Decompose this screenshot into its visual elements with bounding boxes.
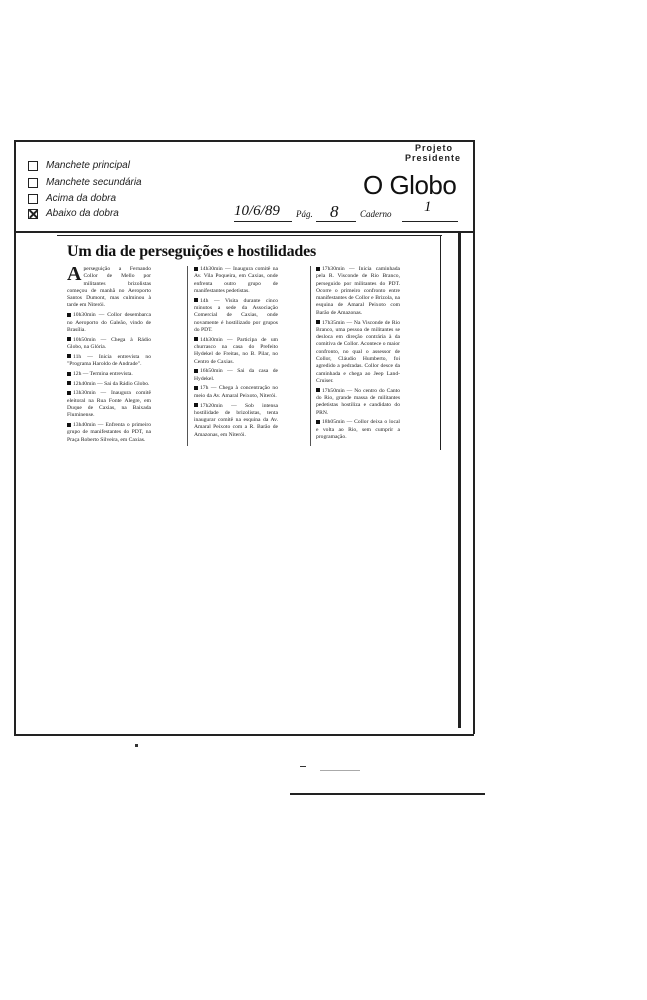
- bullet-icon: [67, 372, 71, 376]
- page-label: Pág.: [296, 209, 313, 219]
- article-paragraph: [194, 337, 278, 366]
- article-column-2: [194, 266, 278, 442]
- article-column-3: [316, 266, 400, 444]
- scan-speck: [320, 770, 360, 771]
- scan-speck: [300, 766, 306, 767]
- column-divider: [187, 266, 188, 446]
- caderno-underline: [402, 221, 458, 222]
- bullet-icon: [316, 267, 320, 271]
- newspaper-name: O Globo: [363, 170, 457, 200]
- bullet-icon: [194, 369, 198, 373]
- paragraph-text: perseguição a Fernando Collor de Mello por militantes brizolistas começou de manhã no Aeroporto Santos Dumont, mas culminou à tarde em Niterói.: [67, 266, 151, 309]
- bullet-icon: [316, 320, 320, 324]
- bullet-icon: [67, 337, 71, 341]
- header-bottom-rule: [14, 231, 474, 233]
- article-paragraph: [67, 312, 151, 334]
- checkbox-label: Manchete principal: [46, 160, 130, 171]
- article-paragraph: [67, 371, 151, 378]
- checkbox-manchete-secundaria[interactable]: [28, 177, 142, 188]
- project-label-line1: Projeto: [414, 143, 453, 153]
- bullet-icon: [194, 337, 198, 341]
- bullet-icon: [67, 391, 71, 395]
- caderno-label: Caderno: [360, 209, 392, 219]
- page-underline: [316, 221, 356, 222]
- bullet-icon: [67, 354, 71, 358]
- bullet-icon: [316, 388, 320, 392]
- article-right-rule: [440, 235, 441, 450]
- bullet-icon: [194, 386, 198, 390]
- paragraph-text: 13h30min — Inaugura comitê eleitoral na Rua Fonte Alegre, em Duque de Caxias, na Baixada Fluminense.: [67, 390, 151, 419]
- checkbox-box-checked[interactable]: [28, 209, 38, 219]
- checkbox-abaixo-da-dobra[interactable]: [28, 208, 119, 219]
- paragraph-text: 10h30min — Collor desembarca no Aeroporto do Galeão, vindo de Brasília.: [67, 312, 151, 333]
- article-right-shadow: [458, 232, 461, 728]
- article-paragraph: [316, 266, 400, 317]
- paragraph-text: 17h50min — No centro do Canto do Rio, grande massa de militantes pedetistas hostiliza e candidato do PRN.: [316, 387, 400, 416]
- checkbox-label: Abaixo da dobra: [46, 208, 119, 219]
- article-paragraph: [194, 368, 278, 383]
- checkbox-label: Manchete secundária: [46, 177, 142, 188]
- caderno-value: 1: [424, 199, 432, 215]
- article-paragraph: [67, 354, 151, 369]
- checkbox-manchete-principal[interactable]: [28, 160, 130, 171]
- article-paragraph: [67, 422, 151, 444]
- scan-speck: [135, 744, 138, 747]
- article-paragraph: [194, 298, 278, 334]
- frame-right-rule: [473, 140, 475, 734]
- date-underline: [234, 221, 292, 222]
- article-paragraph: [194, 403, 278, 439]
- paragraph-text: 14h — Visita durante cinco minutos a sede da Associação Comercial de Caxias, onde novamente é hostilizado por grupos do PDT.: [194, 297, 278, 333]
- bullet-icon: [67, 423, 71, 427]
- article-paragraph: [194, 385, 278, 400]
- paragraph-text: 13h40min — Enfrenta o primeiro grupo de manifestantes do PDT, na Praça Roberto Silveira, em Caxias.: [67, 422, 151, 443]
- bullet-icon: [194, 267, 198, 271]
- paragraph-text: 12h40min — Sai da Rádio Globo.: [73, 380, 150, 387]
- paragraph-text: 12h — Termina entrevista.: [73, 370, 133, 377]
- date-page-row: [234, 199, 464, 223]
- article-paragraph: [194, 266, 278, 295]
- checkbox-acima-da-dobra[interactable]: [28, 193, 116, 204]
- date-value: 10/6/89: [234, 203, 280, 219]
- bullet-icon: [67, 313, 71, 317]
- column-divider: [310, 266, 311, 446]
- checkbox-box[interactable]: [28, 178, 38, 188]
- paragraph-text: 17h20min — Sob intensa hostilidade de brizolistas, tenta inaugurar comitê na esquina da Av. Amaral Peixoto com a R. Barão de Amazonas, em Niterói.: [194, 402, 278, 438]
- paragraph-text: 17h35min — Na Visconde de Rio Branco, uma pessoa de militantes se desloca em direção contrária à da comitiva de Collor. Acontece o maior confronto, no qual o assessor de Collor, Cláudio Humberto, foi agredido a pedradas. Collor desce da caminhada e chega ao Jeep Land-Cruiser.: [316, 319, 400, 384]
- article-paragraph: [316, 320, 400, 386]
- paragraph-text: 18h05min — Collor deixa o local e volta ao Rio, sem cumprir a programação.: [316, 419, 400, 441]
- bullet-icon: [316, 420, 320, 424]
- project-label-line2: Presidente: [404, 153, 461, 163]
- paragraph-text: 14h30min — Inaugura comitê na Av. Vila Poqueira, em Caxias, onde enfrenta outro grupo de manifestantes pedetistas.: [194, 266, 278, 294]
- paragraph-text: 17h30min — Inicia caminhada pela R. Visconde de Rio Branco, perseguido por militantes do PDT. Ocorre o primeiro confronto entre manifestantes de Collor e Brizola, na esquina de Amaral Peixoto com Barão de Amazonas.: [316, 266, 400, 316]
- paragraph-text: 11h — Inicia entrevista no "Programa Haroldo de Andrade".: [67, 353, 151, 368]
- frame-bottom-rule: [14, 734, 474, 736]
- article-column-1: [67, 263, 151, 447]
- frame-left-rule: [14, 140, 16, 734]
- article-headline: Um dia de perseguições e hostilidades: [67, 243, 317, 260]
- paragraph-text: 10h50min — Chega à Rádio Globo, na Glória.: [67, 336, 151, 350]
- article-paragraph: [67, 263, 151, 310]
- drop-cap: A: [67, 263, 82, 285]
- bullet-icon: [194, 298, 198, 302]
- article-paragraph: [67, 390, 151, 419]
- bullet-icon: [194, 403, 198, 407]
- article-paragraph: [316, 388, 400, 417]
- article-paragraph: [67, 381, 151, 388]
- paragraph-text: 14h30min — Participa de um churrasco na casa do Prefeito Hydekel de Freitas, no B. Pilar, no Centro de Caxias.: [194, 336, 278, 365]
- paragraph-text: 16h50min — Sai da casa de Hydekel.: [194, 368, 278, 382]
- header-top-rule: [14, 140, 474, 142]
- article-top-rule: [57, 235, 442, 236]
- paragraph-text: 17h — Chega à concentração no meio da Av. Amaral Peixoto, Niterói.: [194, 385, 278, 399]
- bullet-icon: [67, 381, 71, 385]
- article-paragraph: [316, 419, 400, 441]
- article-paragraph: [67, 337, 151, 352]
- scan-edge-line: [290, 793, 485, 795]
- page-value: 8: [330, 202, 339, 221]
- checkbox-label: Acima da dobra: [46, 193, 117, 204]
- checkbox-box[interactable]: [28, 194, 38, 204]
- checkbox-box[interactable]: [28, 161, 38, 171]
